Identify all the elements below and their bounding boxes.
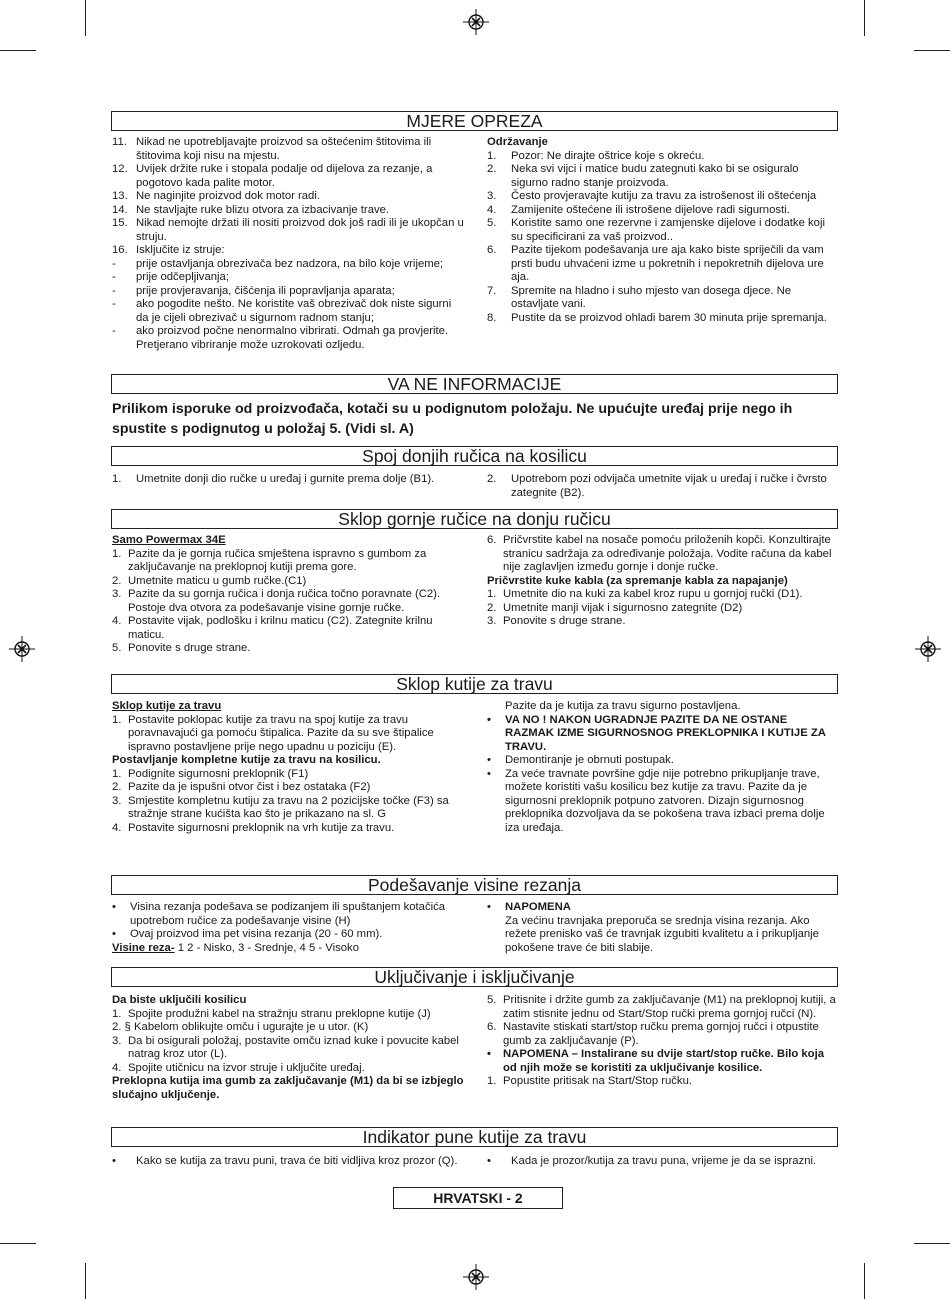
item-number: 11. [112, 136, 127, 148]
section-title-precautions: MJERE OPREZA [111, 111, 838, 131]
item-number: 4. [112, 615, 122, 627]
list-item: NAPOMENA – Instalirane su dvije start/stop ručke. Bilo koja od njih može se koristiti za uključivanje kosilice. [503, 1048, 825, 1074]
bullet: • [487, 1155, 491, 1167]
list-item: Popustite pritisak na Start/Stop ručku. [503, 1075, 693, 1087]
upper-handle-right-column [487, 534, 837, 629]
height-left-column [112, 901, 464, 955]
list-item: Visina rezanja podešava se podizanjem ili spuštanjem kotačića upotrebom ručice za podešavanje visine (H) [130, 901, 446, 927]
indicator-right-column [487, 1155, 837, 1169]
list-item: Pričvrstite kabel na nosače pomoću priloženih kopči. Konzultirajte stranicu sadržaja za određivanje položaja. Vodite računa da kabel nije zaglavljen između gornje i donje ručke. [503, 534, 832, 573]
item-number: 15. [112, 217, 128, 229]
section-title-upper-handle: Sklop gornje ručice na donju ručicu [111, 509, 838, 529]
subheading-grassbox-assembly: Sklop kutije za travu [112, 700, 222, 712]
item-number: 2. § [112, 1021, 131, 1033]
bullet: • [487, 1048, 491, 1060]
section-title-grassbox: Sklop kutije za travu [111, 674, 838, 694]
lower-handles-left-column [112, 473, 464, 487]
bullet: • [112, 1155, 116, 1167]
list-item: Ponovite s druge strane. [503, 615, 626, 627]
list-item: Umetnite dio na kuki za kabel kroz rupu u gornjoj ručki (D1). [503, 588, 803, 600]
item-number: 5. [487, 217, 497, 229]
list-item: Postavite sigurnosni preklopnik na vrh kutije za travu. [128, 821, 395, 834]
list-item: ako proizvod počne nenormalno vibrirati. Odmah ga provjerite. Pretjerano vibriranje može uzrokovati ozljedu. [136, 325, 449, 351]
list-item: Umetnite manji vijak i sigurnosno zategnite (D2) [503, 601, 743, 614]
item-number: - [112, 257, 116, 270]
cutting-heights [112, 942, 464, 956]
list-item: Zamijenite oštećene ili istrošene dijelove radi sigurnosti. [511, 203, 790, 216]
crop-mark-icon [914, 1243, 950, 1244]
item-number: 3. [112, 1034, 122, 1047]
list-item: Smjestite kompletnu kutiju za travu na 2 pozicijske točke (F3) sa stražnje strane kućišta kao što je prikazano na sl. G [128, 794, 449, 820]
item-number: 1. [112, 473, 122, 485]
grassbox-note: Pazite da je kutija za travu sigurno postavljena. [505, 700, 741, 712]
item-number: 2. [487, 163, 497, 175]
registration-mark-icon [915, 636, 941, 662]
item-number: - [112, 271, 116, 283]
item-number: 1. [487, 588, 497, 600]
list-item: Uvijek držite ruke i stopala podalje od dijelova za rezanje, a pogotovo kada palite motor. [136, 163, 433, 189]
item-number: 2. [487, 473, 497, 485]
subheading-model: Samo Powermax 34E [112, 534, 226, 546]
item-number: 13. [112, 190, 128, 202]
item-number: - [112, 298, 116, 310]
cutting-heights-values: 1 2 - Nisko, 3 - Srednje, 4 5 - Visoko [177, 941, 359, 954]
item-number: 2. [487, 601, 497, 614]
precautions-right-column [487, 136, 837, 325]
list-item: Postavite vijak, podlošku i krilnu maticu (C2). Zategnite krilnu maticu. [128, 615, 433, 641]
list-item: Ne naginjite proizvod dok motor radi. [136, 190, 320, 202]
list-item: Kada je prozor/kutija za travu puna, vrijeme je da se isprazni. [511, 1155, 817, 1167]
list-item: Nikad ne upotrebljavajte proizvod sa oštećenim štitovima ili štitovima koji nisu na mjestu. [136, 136, 432, 162]
item-number: 5. [112, 642, 122, 654]
item-number: 6. [487, 1021, 497, 1033]
item-number: 14. [112, 203, 128, 216]
list-item: Spojite utičnicu na izvor struje i uključite uređaj. [128, 1061, 365, 1074]
item-number: 3. [487, 190, 497, 202]
subheading-grassbox-fitting: Postavljanje kompletne kutije za travu na kosilicu. [112, 754, 381, 766]
section-title-switching: Uključivanje i isključivanje [111, 967, 838, 987]
list-item: Pritisnite i držite gumb za zaključavanje (M1) na preklopnoj kutiji, a zatim stisnite jednu od Start/Stop ručki prema gornjoj ručci (N). [503, 994, 836, 1020]
list-item: Pustite da se proizvod ohladi barem 30 minuta prije spremanja. [511, 311, 827, 324]
list-item: Podignite sigurnosni preklopnik (F1) [128, 767, 309, 780]
item-number: 2. [112, 574, 122, 587]
list-item: ako pogodite nešto. Ne koristite vaš obrezivač dok niste sigurni da je cijeli obrezivač u sigurnom radnom stanju; [136, 298, 452, 324]
list-item: Pazite da je gornja ručica smještena ispravno s gumbom za zaključavanje na preklopnoj kutiji prema gore. [128, 547, 427, 573]
bullet: • [487, 713, 491, 726]
cutting-heights-label: Visine reza- [112, 941, 175, 954]
item-number: 1. [112, 1007, 122, 1020]
list-item: Umetnite donji dio ručke u uređaj i gurnite prema dolje (B1). [136, 473, 435, 485]
item-number: 12. [112, 163, 128, 175]
bullet: • [487, 754, 491, 766]
list-item: prije odčepljivanja; [136, 271, 229, 283]
upper-handle-left-column [112, 534, 464, 656]
item-number: 8. [487, 311, 497, 324]
note-heading: NAPOMENA [505, 901, 571, 913]
page-number-label: HRVATSKI - 2 [393, 1187, 563, 1209]
crop-mark-icon [0, 1243, 36, 1244]
list-item: Nastavite stiskati start/stop ručku prema gornjoj ručci i otpustite gumb za zaključavanje (P). [503, 1021, 819, 1047]
item-number: 1. [112, 767, 122, 780]
item-number: 6. [487, 244, 497, 256]
item-number: 4. [112, 1061, 122, 1074]
crop-mark-icon [0, 50, 36, 51]
list-item: Kabelom oblikujte omču i ugurajte je u utor. (K) [134, 1021, 369, 1033]
item-number: 5. [487, 994, 497, 1006]
item-number: 3. [487, 615, 497, 627]
list-item: Ne stavljajte ruke blizu otvora za izbacivanje trave. [136, 203, 390, 216]
section-title-height: Podešavanje visine rezanja [111, 875, 838, 895]
bullet: • [112, 928, 116, 940]
subheading-switch-on: Da biste uključili kosilicu [112, 994, 247, 1006]
crop-mark-icon [864, 1263, 865, 1299]
list-item: Da bi osigurali položaj, postavite omču iznad kuke i povucite kabel natrag kroz utor (L). [128, 1034, 459, 1060]
item-number: 1. [112, 547, 122, 560]
item-number: 1. [487, 149, 497, 162]
registration-mark-icon [463, 9, 489, 35]
list-item: Pozor: Ne dirajte oštrice koje s okreću. [511, 149, 705, 162]
item-number: 1. [487, 1075, 497, 1087]
item-number: - [112, 284, 116, 297]
item-number: 3. [112, 588, 122, 600]
item-number: - [112, 325, 116, 337]
list-item: prije ostavljanja obrezivača bez nadzora, na bilo koje vrijeme; [136, 257, 444, 270]
subheading-cable-hooks: Pričvrstite kuke kabla (za spremanje kabla za napajanje) [487, 574, 788, 587]
list-item: Postavite poklopac kutije za travu na spoj kutije za travu poravnavajući ga pomoću štipalica. Pazite da su sve štipalice ispravno postavljene prije nego upadnu u poziciju (E). [128, 713, 434, 753]
list-item: Spremite na hladno i suho mjesto van dosega djece. Ne ostavljate vani. [511, 284, 792, 310]
subheading-maintenance: Održavanje [487, 136, 548, 148]
crop-mark-icon [864, 0, 865, 36]
grassbox-right-column [487, 700, 837, 835]
item-number: 1. [112, 713, 122, 726]
section-title-indicator: Indikator pune kutije za travu [111, 1127, 838, 1147]
item-number: 3. [112, 794, 122, 807]
grassbox-left-column [112, 700, 464, 835]
registration-mark-icon [9, 636, 35, 662]
list-item: Često provjeravajte kutiju za travu za istrošenost ili oštećenja [511, 190, 817, 202]
list-item: Neka svi vijci i matice budu zategnuti kako bi se osiguralo sigurno radno stanje proizvoda. [511, 163, 799, 189]
list-item: Ovaj proizvod ima pet visina rezanja (20 - 60 mm). [130, 928, 383, 940]
height-note: Za većinu travnjaka preporuča se srednja visina rezanja. Ako režete prenisko vaš će travnjak izgubiti kvalitetu a i prikupljanje pokošene trave će biti slabije. [505, 914, 819, 954]
list-item: Upotrebom pozi odvijača umetnite vijak u uređaj i ručke i čvrsto zategnite (B2). [511, 473, 827, 499]
section-title-lower-handles: Spoj donjih ručica na kosilicu [111, 446, 838, 466]
bullet: • [487, 901, 491, 913]
list-item: Pazite da je ispušni otvor čist i bez ostataka (F2) [128, 781, 371, 793]
list-item: Umetnite maticu u gumb ručke.(C1) [128, 574, 307, 587]
list-item: Nikad nemojte držati ili nositi proizvod dok još radi ili je ukopčan u struju. [136, 217, 464, 243]
crop-mark-icon [85, 0, 86, 36]
list-item: VA NO ! NAKON UGRADNJE PAZITE DA NE OSTANE RAZMAK IZME SIGURNOSNOG PREKLOPNIKA I KUTIJE ZA TRAVU. [505, 713, 826, 753]
switching-left-column [112, 994, 464, 1102]
height-right-column [487, 901, 837, 955]
list-item: Koristite samo one rezervne i zamjenske dijelove i dodatke koji su specificirani za vaš proizvod.. [511, 217, 825, 243]
list-item: Za veće travnate površine gdje nije potrebno prikupljanje trave, možete koristiti vašu kosilicu bez kutije za travu. Pazite da je sigurnosni preklopnik potpuno zatvoren. Dizajn sigurnosnog preklopnika dozvoljava da se pokošena trava izbaci prema dolje iza uređaja. [505, 767, 825, 834]
switch-lock-note: Preklopna kutija ima gumb za zaključavanje (M1) da bi se izbjeglo slučajno uključenje. [112, 1075, 464, 1101]
list-item: Pazite tijekom podešavanja ure aja kako biste spriječili da vam prsti budu uhvaćeni izme u pokretnih i nepokretnih dijelova ure aja. [511, 244, 824, 283]
lower-handles-right-column [487, 473, 837, 500]
list-item: Pazite da su gornja ručica i donja ručica točno poravnate (C2). Postoje dva otvora za podešavanje visine gornje ručke. [128, 588, 441, 614]
item-number: 4. [112, 821, 122, 834]
list-item: Ponovite s druge strane. [128, 642, 251, 654]
section-title-important: VA NE INFORMACIJE [111, 374, 838, 394]
important-notice: Prilikom isporuke od proizvođača, kotači su u podignutom položaju. Ne upućujte uređaj prije nego ih spustite s podignutog u položaj 5. (Vidi sl. A) [112, 401, 793, 437]
crop-mark-icon [914, 50, 950, 51]
list-item: Spojite produžni kabel na stražnju stranu preklopne kutije (J) [128, 1007, 431, 1020]
item-number: 16. [112, 244, 128, 256]
item-number: 4. [487, 203, 497, 216]
list-item: prije provjeravanja, čišćenja ili popravljanja aparata; [136, 284, 395, 297]
bullet: • [487, 767, 491, 780]
bullet: • [112, 901, 116, 913]
item-number: 2. [112, 781, 122, 793]
switching-right-column [487, 994, 837, 1089]
list-item: Isključite iz struje: [136, 244, 225, 256]
item-number: 7. [487, 284, 497, 297]
list-item: Demontiranje je obrnuti postupak. [505, 754, 674, 766]
indicator-left-column [112, 1155, 464, 1169]
registration-mark-icon [463, 1264, 489, 1290]
item-number: 6. [487, 534, 497, 546]
precautions-left-column [112, 136, 464, 352]
list-item: Kako se kutija za travu puni, trava će biti vidljiva kroz prozor (Q). [136, 1155, 458, 1167]
crop-mark-icon [85, 1263, 86, 1299]
